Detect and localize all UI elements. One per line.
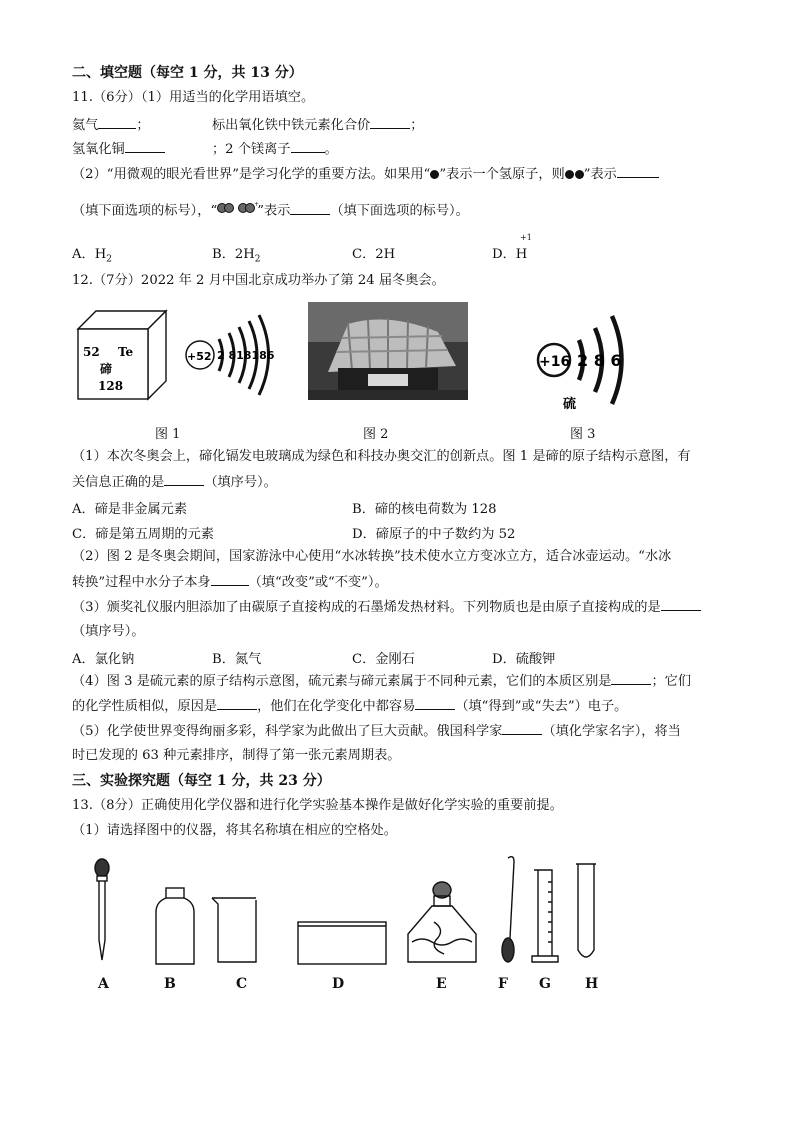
option-b: B．氮气 <box>212 652 262 667</box>
h-atom-icon <box>430 170 439 179</box>
option-c: C．金刚石 <box>352 652 415 667</box>
q11-part-2-b <box>72 201 469 221</box>
answer-blank[interactable] <box>617 165 659 178</box>
q11-mg-ions <box>212 140 338 159</box>
answer-blank[interactable] <box>611 672 651 685</box>
text: ”表示一个氢原子，则 <box>439 167 565 182</box>
period: 。 <box>324 142 338 157</box>
q12-part-1-b <box>72 473 277 492</box>
beaker-icon <box>212 898 256 962</box>
q11-line-1 <box>72 116 150 135</box>
text: 的化学性质相似，原因是 <box>72 699 218 714</box>
option-b: B．$2H_2$ <box>212 247 261 265</box>
alcohol-lamp-icon <box>408 882 476 962</box>
text: （填“改变”或“不变”）。 <box>248 575 388 590</box>
h2-molecule-icon-2 <box>575 170 584 179</box>
svg-text:2 8 6: 2 8 6 <box>577 351 622 370</box>
option-a: A．碲是非金属元素 <box>72 502 188 517</box>
text: （填下面选项的标号）。 <box>330 203 469 219</box>
figure-3-sulfur <box>533 304 643 416</box>
test-tube-icon <box>576 864 596 957</box>
lab-instruments-figure <box>72 852 612 976</box>
answer-blank[interactable] <box>125 140 165 153</box>
trough-icon <box>298 922 386 964</box>
svg-text:+52: +52 <box>187 350 212 363</box>
text: （2）“用微观的眼光看世界”是学习化学的重要方法。如果用“ <box>72 167 431 182</box>
text: ；它们 <box>651 674 692 689</box>
q11-fe-valence <box>212 116 423 135</box>
answer-blank[interactable] <box>502 722 542 735</box>
q12-part-2-b <box>72 573 388 592</box>
section-title: 二、填空题（每空 1 分，共 13 分） <box>72 65 303 81</box>
text: （5）化学使世界变得绚丽多彩，科学家为此做出了巨大贡献。俄国科学家 <box>72 724 503 739</box>
mg-label: ；2 个镁离子 <box>212 142 291 157</box>
svg-text:+: + <box>254 201 260 208</box>
option-d: D．H +1 <box>492 233 532 262</box>
option-b: B．碲的核电荷数为 128 <box>352 502 497 517</box>
answer-blank[interactable] <box>164 473 204 486</box>
figure-2-ice-cube-photo <box>308 302 468 404</box>
answer-blank[interactable] <box>291 140 325 153</box>
semicolon: ； <box>136 118 150 133</box>
q12-part-5-b: 时已发现的 63 种元素排序，制得了第一张元素周期表。 <box>72 748 401 763</box>
q11-line-2 <box>72 140 165 159</box>
q11-part-2 <box>72 165 659 184</box>
text: （填序号）。 <box>204 475 277 490</box>
text: （3）颁奖礼仪服内胆添加了由碳原子直接构成的石墨烯发热材料。下列物质也是由原子直接构成的是 <box>72 600 661 615</box>
text: （填下面选项的标号），“ <box>72 203 218 219</box>
answer-blank[interactable] <box>98 116 136 129</box>
dropper-icon <box>95 859 109 960</box>
option-a: A．$H_2$ <box>72 247 112 265</box>
semicolon: ； <box>410 118 424 133</box>
text: ”表示 <box>583 167 617 182</box>
label-f: F <box>498 976 508 992</box>
figure-1-tellurium <box>74 303 284 407</box>
q12-part-4 <box>72 672 691 691</box>
text: （填化学家名字），将当 <box>542 724 681 739</box>
svg-text:128: 128 <box>98 379 124 393</box>
svg-text:52: 52 <box>83 345 100 359</box>
label-d: D <box>332 976 345 992</box>
option-d: D．硫酸钾 <box>492 652 556 667</box>
charge-superscript: +1 <box>520 233 532 242</box>
question-13-head: 13.（8分）正确使用化学仪器和进行化学实验基本操作是做好化学实验的重要前提。 <box>72 798 563 813</box>
label-h: H <box>585 976 599 992</box>
answer-blank[interactable] <box>211 573 249 586</box>
graduated-cylinder-icon <box>532 870 558 962</box>
svg-text:Te: Te <box>118 345 134 359</box>
caption-figure-3: 图 3 <box>570 427 596 442</box>
ammonia-label: 氦气 <box>72 118 99 133</box>
label-b: B <box>164 976 176 992</box>
text: ，他们在化学变化中都容易 <box>257 699 416 714</box>
q12-part-3-b: （填序号）。 <box>72 624 145 639</box>
q12-part-1: （1）本次冬奥会上，碲化镉发电玻璃成为绿色和科技办奥交汇的创新点。图 1 是碲的原子结构示意图，有 <box>72 449 691 464</box>
svg-text:硫: 硫 <box>563 397 577 412</box>
q12-part-4-b <box>72 697 627 716</box>
label-a: A <box>98 976 109 992</box>
wide-mouth-bottle-icon <box>156 888 194 964</box>
option-d: D．碲原子的中子数约为 52 <box>352 527 516 542</box>
text: （填“得到”或“失去”）电子。 <box>455 699 628 714</box>
text: 关信息正确的是 <box>72 475 165 490</box>
cuoh-label: 氢氧化铜 <box>72 142 125 157</box>
h2-molecule-icon <box>565 170 574 179</box>
svg-text:2 818186: 2 818186 <box>217 349 275 362</box>
option-c: C．2H <box>352 247 396 262</box>
spatula-icon <box>502 857 514 962</box>
svg-text:+16: +16 <box>539 354 571 370</box>
answer-blank[interactable] <box>661 598 701 611</box>
section-title: 三、实验探究题（每空 1 分，共 23 分） <box>72 773 331 789</box>
q12-part-2: （2）图 2 是冬奥会期间，国家游泳中心使用“水冰转换”技术使水立方变冰立方，适合冰壶运动。“水冰 <box>72 549 672 564</box>
q12-part-5 <box>72 722 681 741</box>
caption-figure-2: 图 2 <box>363 427 389 442</box>
option-c: C．碲是第五周期的元素 <box>72 527 214 542</box>
fe-valence-label: 标出氧化铁中铁元素化合价 <box>212 118 371 133</box>
two-h2-molecules-icon <box>217 201 260 221</box>
answer-blank[interactable] <box>290 202 330 215</box>
question-12-head: 12.（7分）2022 年 2 月中国北京成功举办了第 24 届冬奥会。 <box>72 273 445 288</box>
q12-part-3 <box>72 598 701 617</box>
label-e: E <box>436 976 447 992</box>
text: （4）图 3 是硫元素的原子结构示意图，硫元素与碲元素属于不同种元素，它们的本质区别是 <box>72 674 612 689</box>
label-g: G <box>539 976 551 992</box>
answer-blank[interactable] <box>370 116 410 129</box>
q13-part-1: （1）请选择图中的仪器，将其名称填在相应的空格处。 <box>72 823 397 838</box>
text: 转换”过程中水分子本身 <box>72 575 211 590</box>
svg-text:碲: 碲 <box>100 362 113 376</box>
question-11-head: 11.（6分）（1）用适当的化学用语填空。 <box>72 90 315 105</box>
caption-figure-1: 图 1 <box>155 427 181 442</box>
text: ”表示 <box>257 203 291 219</box>
label-c: C <box>236 976 248 992</box>
answer-blank[interactable] <box>415 697 455 710</box>
answer-blank[interactable] <box>217 697 257 710</box>
option-a: A．氯化钠 <box>72 652 135 667</box>
